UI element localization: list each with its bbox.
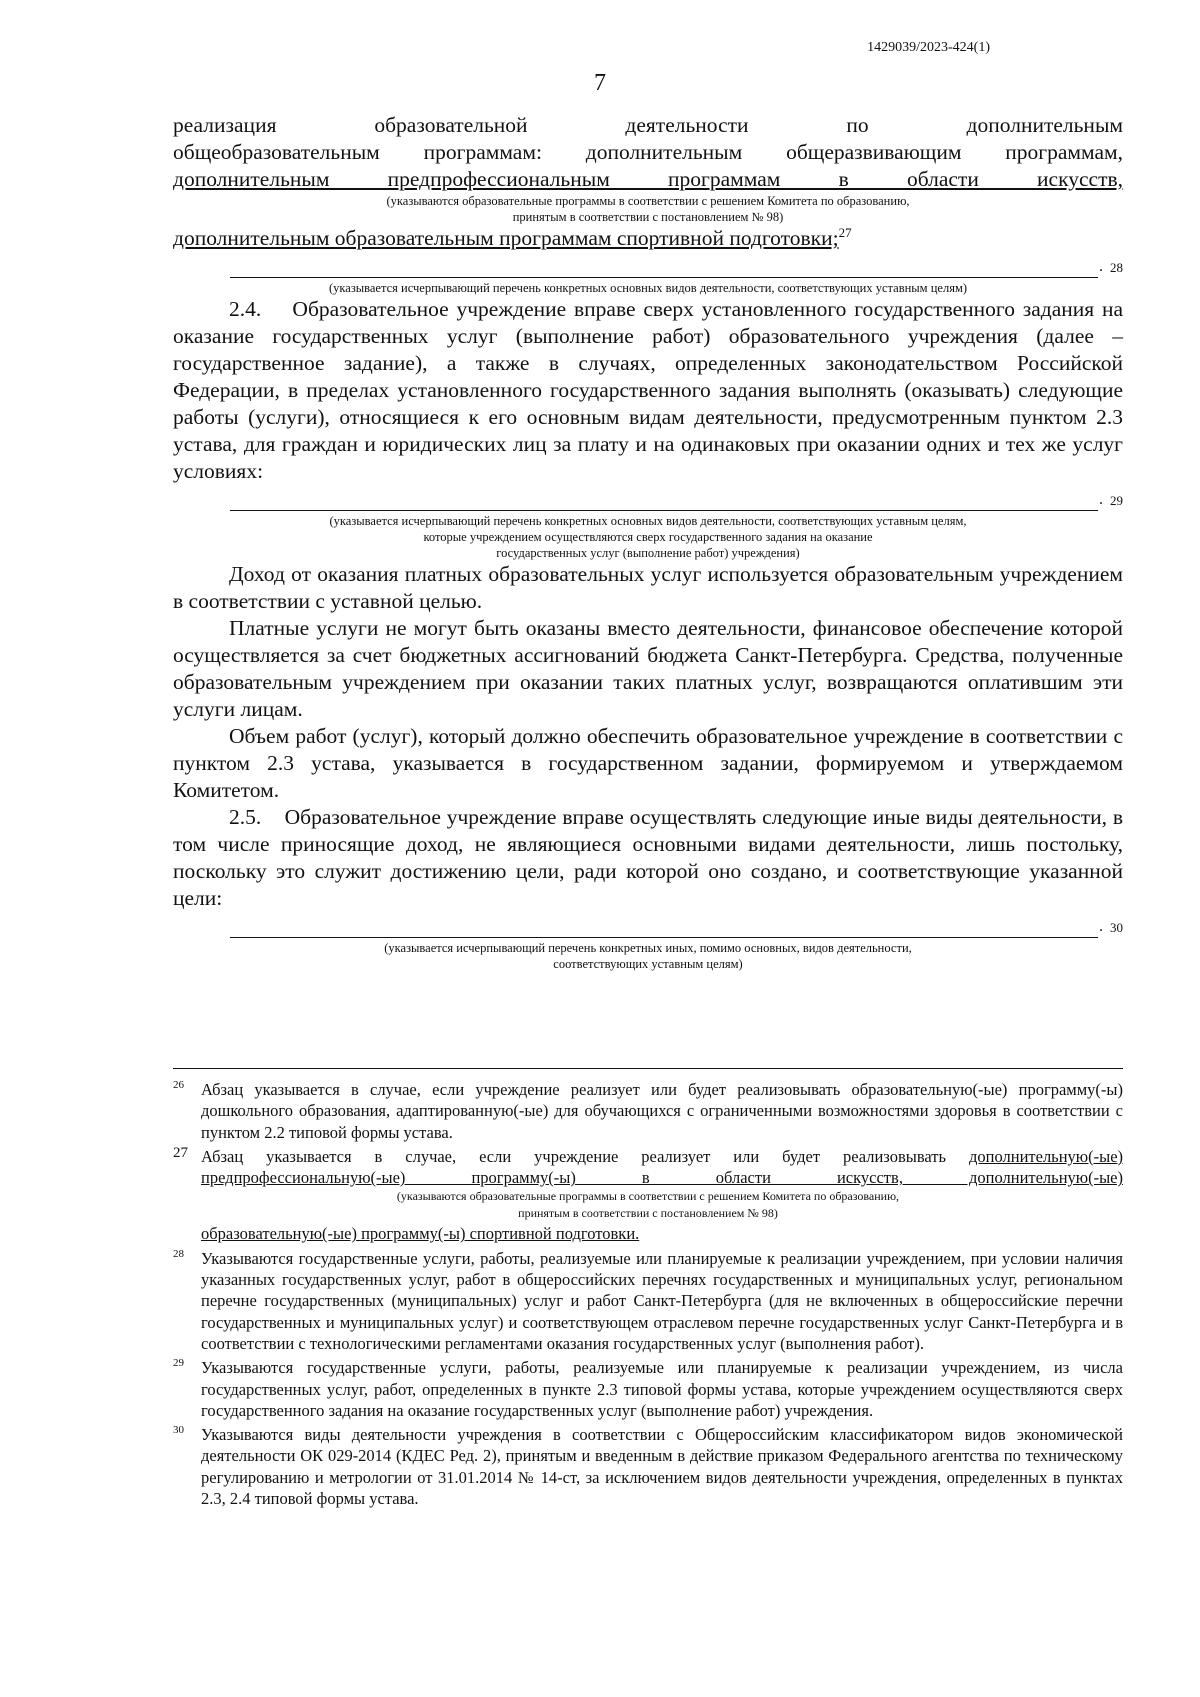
paragraph: Платные услуги не могут быть оказаны вместо деятельности, финансовое обеспечение которой осуществляется за счет бюджетных ассигнований бюджета Санкт-Петербурга. Средства, полученные образовательным учреждением при оказании таких платных услуг, возвращаются оплатившим эти услуги лицам.: [173, 616, 1123, 721]
footnote-continuation: [173, 1167, 1123, 1188]
footnotes: [173, 1068, 1123, 1512]
field-hint: которые учреждением осуществляются сверх государственного задания на оказание: [423, 530, 873, 544]
document-id: 1429039/2023-424(1): [867, 40, 990, 55]
clause-2-5: [173, 804, 1123, 912]
footnote-text: Указываются государственные услуги, работы, реализуемые или планируемые к реализации учреждением, из числа государственных услуг, работ, определенных в пункте 2.3 типовой формы устава, которые учреждением осуществляются сверх государственного задания на оказание государственных услуг (выполнение работ) учреждения.: [201, 1358, 1123, 1420]
underlined-text: образовательную(-ые) программу(-ы) спортивной подготовки.: [201, 1224, 640, 1244]
footnote-continuation: [173, 1223, 1123, 1244]
footnote-ref: 30: [1110, 920, 1123, 935]
footnote-text: Указываются виды деятельности учреждения в соответствии с Общероссийским классификатором видов экономической деятельности ОК 029-2014 (КДЕС Ред. 2), принятым и введенным в действие приказом Федерального агентства по техническому регулированию и метрологии от 31.01.2014 № 14-ст, за исключением видов деятельности учреждения, определенных в пунктах 2.3, 2.4 типовой формы устава.: [201, 1425, 1123, 1509]
underlined-text: дополнительную(-ые): [969, 1146, 1124, 1166]
clause-number: 2.4.: [229, 297, 262, 321]
underlined-text: предпрофессиональную(-ые) программу(-ы) в области искусств, дополнительную(-ые): [201, 1168, 1123, 1188]
footnote-text: Указываются государственные услуги, работы, реализуемые или планируемые к реализации учреждением, при условии наличия указанных государственных услуг, работ в общероссийских перечнях государственных и муниципальных услуг, региональном перечне государственных (муниципальных) услуг и работ Санкт-Петербурга (для не включенных в общероссийские перечни государственных и муниципальных услуг) и соответствующем отраслевом перечне государственных услуг Санкт-Петербурга и в соответствии с технологическими регламентами оказания государственных услуг (выполнения работ).: [201, 1248, 1123, 1353]
field-hint: принятым в соответствии с постановлением № 98): [512, 210, 784, 224]
underlined-program-line: дополнительным предпрофессиональным программам в области искусств,: [173, 167, 1123, 191]
clause-2-4: [173, 296, 1123, 485]
footnote-ref: 28: [1110, 260, 1123, 275]
clause-text: Образовательное учреждение вправе сверх установленного государственного задания на оказание государственных услуг (выполнение работ) образовательного учреждения (далее – государственное задание), а также в случаях, определенных законодательством Российской Федерации, в пределах установленного государственного задания выполнять (оказывать) следующие работы (услуги), относящиеся к его основным видам деятельности, предусмотренным пунктом 2.3 устава, для граждан и юридических лиц за плату и на одинаковых при оказании одних и тех же услуг условиях:: [173, 297, 1123, 483]
paragraph-line: общеобразовательным программам: дополнительным общеразвивающим программам,: [173, 140, 1123, 164]
footnote: [173, 1424, 1123, 1509]
fill-in-blank: [173, 912, 1123, 940]
field-hint: (указываются образовательные программы в соответствии с решением Комитета по образованию,: [386, 194, 910, 208]
blank-line: [230, 510, 1098, 511]
blank-punctuation: .: [1099, 491, 1103, 508]
footnote-mark: 27: [173, 1144, 188, 1161]
blank-line: [230, 937, 1098, 938]
field-hint: принятым в соответствии с постановлением № 98): [518, 1206, 778, 1221]
footnote-text: Абзац указывается в случае, если учреждение реализует или будет реализовывать образовательную(-ые) программу(-ы) дошкольного образования, адаптированную(-ые) для обучающихся с ограниченными возможностями здоровья в соответствии с пунктом 2.2 типовой формы устава.: [201, 1080, 1123, 1142]
footnote-mark: 28: [173, 1247, 184, 1260]
footnote-mark: 29: [173, 1357, 184, 1370]
footnote-text: Абзац указывается в случае, если учреждение реализует или будет реализовывать: [201, 1146, 947, 1166]
field-hint: (указывается исчерпывающий перечень конкретных иных, помимо основных, видов деятельности,: [384, 941, 912, 955]
fill-in-blank: [173, 252, 1123, 280]
field-hint: соответствующих уставным целям): [553, 957, 743, 971]
footnote-mark: 26: [173, 1079, 184, 1091]
paragraph: Объем работ (услуг), который должно обеспечить образовательное учреждение в соответствии с пунктом 2.3 устава, указывается в государственном задании, формируемом и утверждаемом Комитетом.: [173, 724, 1123, 802]
footnote-separator: [173, 1068, 1123, 1069]
blank-punctuation: .: [1099, 918, 1103, 935]
underlined-text: дополнительным образовательным программам спортивной подготовки;: [173, 226, 839, 250]
footnote: [173, 1357, 1123, 1421]
field-hint: (указываются образовательные программы в соответствии с решением Комитета по образованию,: [396, 1189, 900, 1204]
fill-in-blank: [173, 485, 1123, 513]
footnote: [173, 1079, 1123, 1143]
blank-punctuation: .: [1099, 258, 1103, 275]
underlined-program-line: [173, 225, 1123, 252]
footnote-ref: 29: [1110, 493, 1123, 508]
footnote-mark: 30: [173, 1424, 184, 1437]
clause-number: 2.5.: [229, 805, 262, 829]
footnote-ref: 27: [838, 224, 852, 240]
clause-text: Образовательное учреждение вправе осуществлять следующие иные виды деятельности, в том числе приносящие доход, не являющиеся основными видами деятельности, лишь постольку, поскольку это служит достижению цели, ради которой оно создано, и соответствующие указанной цели:: [173, 805, 1123, 910]
field-hint: (указывается исчерпывающий перечень конкретных основных видов деятельности, соответствующих уставным целям): [328, 281, 968, 295]
blank-line: [230, 277, 1098, 278]
field-hint: государственных услуг (выполнение работ) учреждения): [496, 546, 800, 560]
footnote: [173, 1146, 1123, 1167]
page-number: 7: [594, 70, 606, 96]
main-text: [173, 112, 1123, 972]
footnote: [173, 1248, 1123, 1354]
paragraph-line: реализация образовательной деятельности по дополнительным: [173, 113, 1123, 137]
paragraph: Доход от оказания платных образовательных услуг используется образовательным учреждением в соответствии с уставной целью.: [173, 562, 1123, 613]
field-hint: (указывается исчерпывающий перечень конкретных основных видов деятельности, соответствующих уставным целям,: [329, 514, 967, 528]
